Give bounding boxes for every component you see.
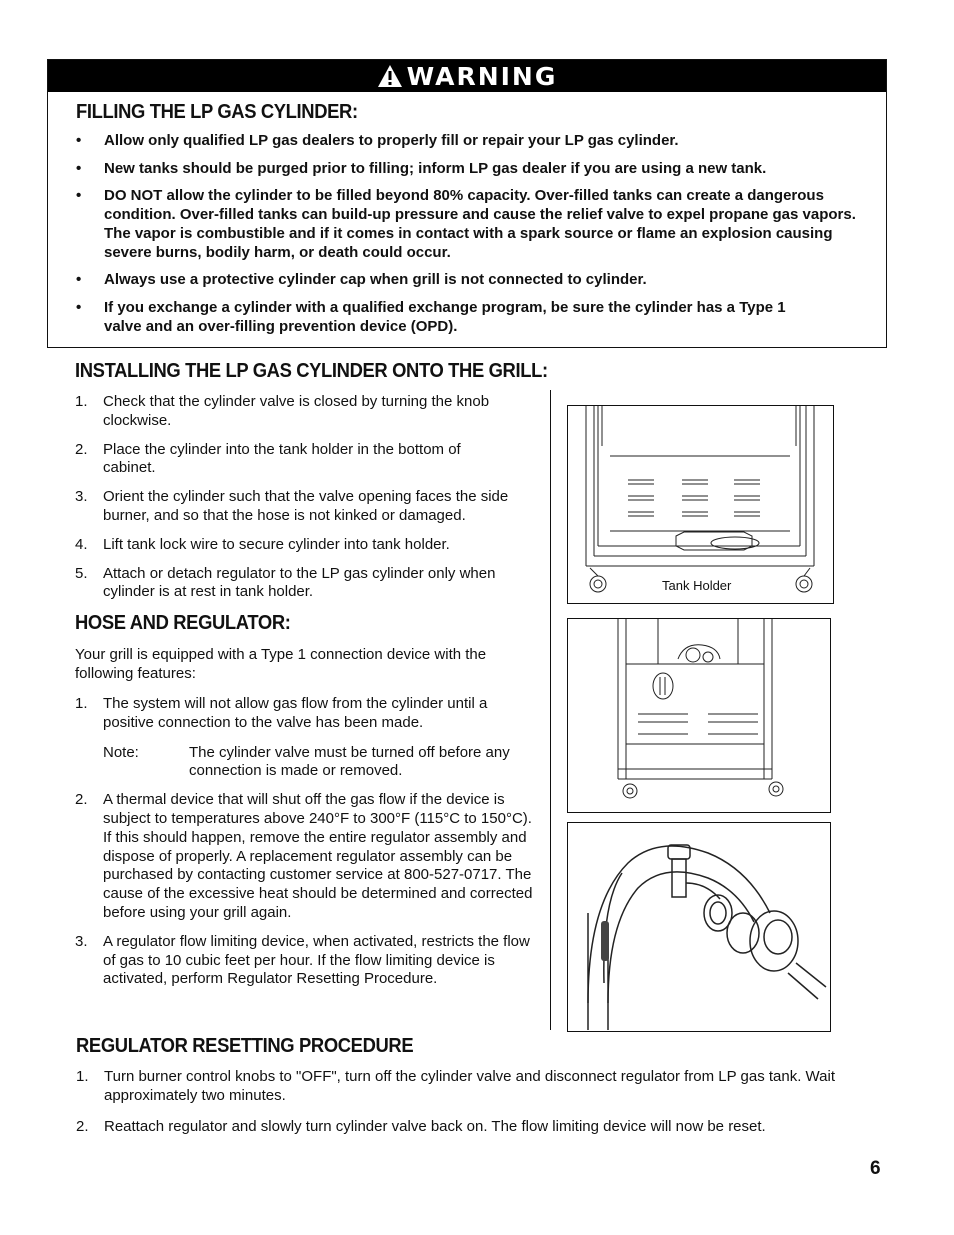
warning-banner [48,60,886,92]
regulator-figure [567,822,831,1032]
installing-steps [75,393,541,602]
list-item: 2. Reattach regulator and slowly turn cylinder valve back on. The flow limiting device will now be reset. [76,1117,766,1135]
note-label: Note: [103,743,139,761]
warning-bullet: • DO NOT allow the cylinder to be filled beyond 80% capacity. Over-filled tanks can create a dangerous condition. Over-filled tanks can build-up pressure and cause the relief valve to expel propane gas vapors. The vapor is combustible and if it comes in contact with a spark source or flame an explosion causing severe burns, bodily harm, or death could occur. [76,187,856,261]
list-item: 5. Attach or detach regulator to the LP gas cylinder only when cylinder is at rest in tank holder. [75,564,496,601]
warning-bullet: • If you exchange a cylinder with a qualified exchange program, be sure the cylinder has a Type 1 valve and an over-filling prevention device (OPD). [76,298,786,335]
warning-bullet: • Allow only qualified LP gas dealers to properly fill or repair your LP gas cylinder. [76,132,679,149]
installing-heading: INSTALLING THE LP GAS CYLINDER ONTO THE GRILL: [75,360,548,382]
resetting-steps [76,1068,856,1136]
list-item: 1. The system will not allow gas flow from the cylinder until a positive connection to the valve has been made. [75,695,488,731]
hose-heading: HOSE AND REGULATOR: [75,612,291,634]
warning-bullet: • Always use a protective cylinder cap when grill is not connected to cylinder. [76,271,647,289]
column-divider [550,390,551,1030]
list-item: 2. Place the cylinder into the tank holder in the bottom of cabinet. [75,440,461,477]
list-item: 3. A regulator flow limiting device, when activated, restricts the flow of gas to 10 cubic feet per hour. If the flow limiting device is activated, perform Regulator Resetting Procedure. [75,932,530,988]
warning-banner-text: WARNING [406,61,558,91]
tank-holder-figure [567,405,834,604]
regulator-connection-illustration [568,823,829,1030]
cylinder-cabinet-figure [567,618,831,813]
warning-triangle-icon [377,64,403,88]
hose-items [75,695,541,989]
page-number: 6 [870,1158,881,1179]
list-item: 1. Check that the cylinder valve is closed by turning the knob clockwise. [75,393,490,429]
warning-box [47,59,887,348]
list-item: 3. Orient the cylinder such that the valve opening faces the side burner, and so that the hose is not kinked or damaged. [75,488,509,524]
list-item: 1. Turn burner control knobs to "OFF", turn off the cylinder valve and disconnect regulator from LP gas tank. Wait approximately two minutes. [76,1068,836,1104]
cabinet-bottom-illustration [568,406,832,602]
cylinder-in-cabinet-illustration [568,619,829,811]
resetting-heading: REGULATOR RESETTING PROCEDURE [76,1035,414,1057]
hose-intro: Your grill is equipped with a Type 1 connection device with the following features: [75,646,487,682]
warning-bullet-list [76,132,866,345]
warning-bullet: • New tanks should be purged prior to filling; inform LP gas dealer if you are using a new tank. [76,159,767,177]
tank-holder-label: Tank Holder [662,578,732,593]
note [103,744,549,782]
filling-heading: FILLING THE LP GAS CYLINDER: [76,101,358,123]
list-item: 2. A thermal device that will shut off the gas flow if the device is subject to temperatures above 240°F to 300°F (115°C to 150°C). If this should happen, remove the entire regulator assembly and dispose of properly. A replacement regulator assembly can be purchased by contacting customer service at 800-527-0717. The cause of the excessive heat should be determined and corrected before using your grill again. [75,791,533,921]
note-text: The cylinder valve must be turned off before any connection is made or removed. [189,743,510,780]
list-item: 4. Lift tank lock wire to secure cylinder into tank holder. [75,535,450,553]
